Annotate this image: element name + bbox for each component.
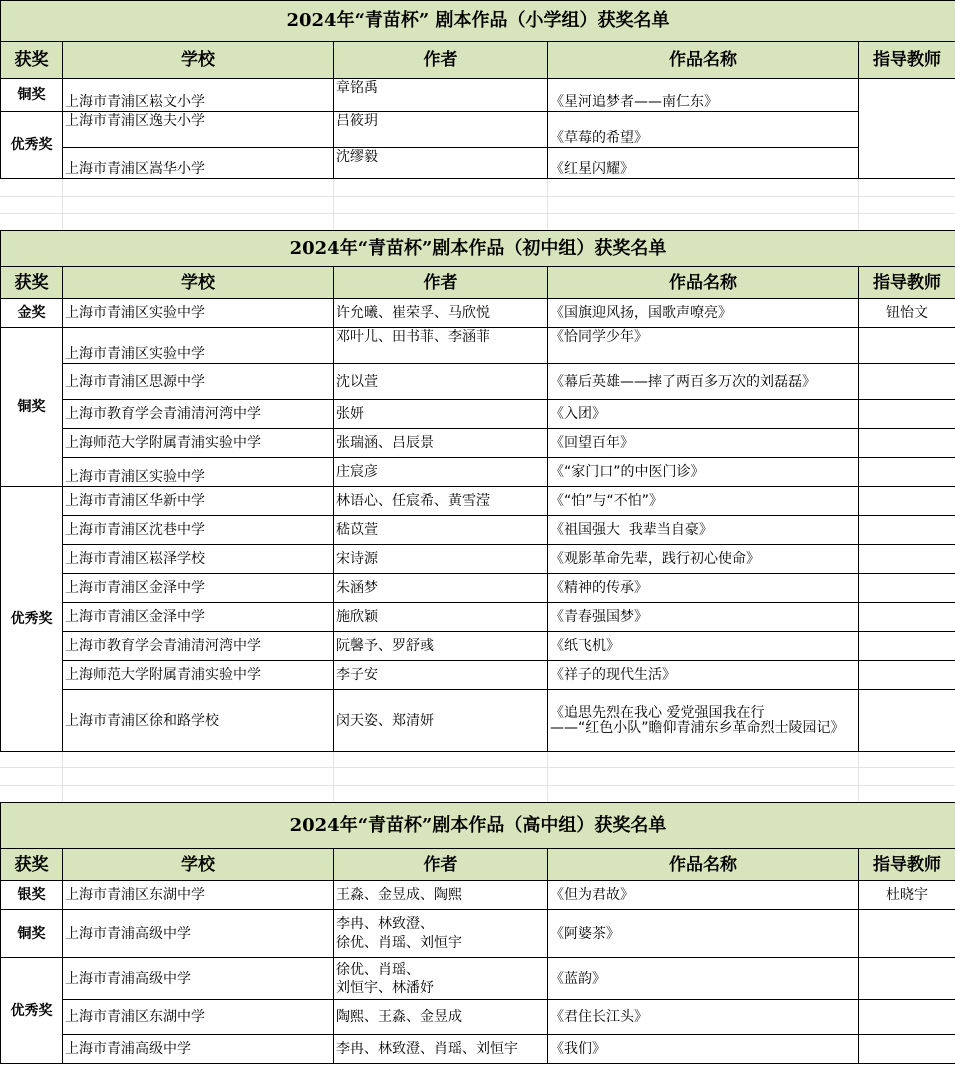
school-cell: 上海市青浦区实验中学 — [63, 458, 334, 487]
header-award: 获奖 — [1, 42, 63, 79]
table-row — [1, 881, 955, 910]
author-cell: 李子安 — [334, 661, 548, 690]
teacher-cell — [859, 487, 955, 516]
table-row — [1, 516, 955, 545]
teacher-cell: 杜晓宇 — [859, 881, 955, 910]
header-school: 学校 — [63, 267, 334, 299]
teacher-cell — [859, 429, 955, 458]
author-cell: 朱涵梦 — [334, 574, 548, 603]
school-cell: 上海市青浦高级中学 — [63, 958, 334, 1000]
work-cell: 《蓝韵》 — [548, 958, 859, 1000]
school-cell: 上海师范大学附属青浦实验中学 — [63, 429, 334, 458]
teacher-cell — [859, 603, 955, 632]
author-cell: 宋诗源 — [334, 545, 548, 574]
table-row — [1, 603, 955, 632]
header-work: 作品名称 — [548, 267, 859, 299]
teacher-cell — [859, 632, 955, 661]
header-work: 作品名称 — [548, 849, 859, 881]
table-row — [1, 328, 955, 364]
header-author: 作者 — [334, 849, 548, 881]
work-cell: 《阿婆茶》 — [548, 910, 859, 958]
author-cell: 吕筱玥 — [334, 112, 548, 148]
author-cell: 徐优、肖瑶、 刘恒宇、林潘妤 — [334, 958, 548, 1000]
teacher-cell — [859, 958, 955, 1000]
award-cell: 优秀奖 — [1, 958, 63, 1064]
author-cell: 张瑞涵、吕辰景 — [334, 429, 548, 458]
primary-table-title: 2024年“青苗杯” 剧本作品（小学组）获奖名单 — [1, 1, 955, 42]
author-cell: 张妍 — [334, 400, 548, 429]
table-row — [1, 574, 955, 603]
teacher-cell — [859, 910, 955, 958]
header-school: 学校 — [63, 849, 334, 881]
school-cell: 上海市青浦高级中学 — [63, 1035, 334, 1064]
school-cell: 上海市青浦区崧泽学校 — [63, 545, 334, 574]
award-cell: 优秀奖 — [1, 487, 63, 752]
author-cell: 阮馨予、罗舒彧 — [334, 632, 548, 661]
table-row — [1, 1000, 955, 1035]
table-row — [1, 910, 955, 958]
school-cell: 上海师范大学附属青浦实验中学 — [63, 661, 334, 690]
school-cell: 上海市青浦区思源中学 — [63, 364, 334, 400]
teacher-cell — [859, 545, 955, 574]
school-cell: 上海市青浦区金泽中学 — [63, 603, 334, 632]
teacher-cell — [859, 400, 955, 429]
table-row — [1, 79, 955, 112]
junior-table-title: 2024年“青苗杯”剧本作品（初中组）获奖名单 — [1, 231, 955, 267]
author-cell: 嵇苡萱 — [334, 516, 548, 545]
author-cell: 沈以萱 — [334, 364, 548, 400]
work-cell: 《青春强国梦》 — [548, 603, 859, 632]
header-work: 作品名称 — [548, 42, 859, 79]
work-cell: 《恰同学少年》 — [548, 328, 859, 364]
author-cell: 章铭禹 — [334, 79, 548, 112]
work-cell: 《祥子的现代生活》 — [548, 661, 859, 690]
teacher-cell — [859, 79, 955, 179]
author-cell: 王淼、金昱成、陶熙 — [334, 881, 548, 910]
table-row — [1, 958, 955, 1000]
table-row — [1, 112, 955, 148]
header-teacher: 指导教师 — [859, 42, 955, 79]
senior-award-table — [0, 802, 955, 1064]
school-cell: 上海市青浦高级中学 — [63, 910, 334, 958]
school-cell: 上海市青浦区华新中学 — [63, 487, 334, 516]
school-cell: 上海市青浦区沈巷中学 — [63, 516, 334, 545]
table-row — [1, 429, 955, 458]
teacher-cell — [859, 690, 955, 752]
award-cell: 优秀奖 — [1, 112, 63, 179]
award-cell: 银奖 — [1, 881, 63, 910]
work-cell: 《君住长江头》 — [548, 1000, 859, 1035]
header-author: 作者 — [334, 42, 548, 79]
work-cell: 《入团》 — [548, 400, 859, 429]
work-cell: 《祖国强大 我辈当自豪》 — [548, 516, 859, 545]
work-cell: 《国旗迎风扬，国歌声嘹亮》 — [548, 299, 859, 328]
work-cell: 《“家门口”的中医门诊》 — [548, 458, 859, 487]
table-row — [1, 299, 955, 328]
teacher-cell: 钮怡文 — [859, 299, 955, 328]
author-cell: 李冉、林致澄、 徐优、肖瑶、刘恒宇 — [334, 910, 548, 958]
table-row — [1, 487, 955, 516]
primary-award-table — [0, 0, 955, 179]
teacher-cell — [859, 364, 955, 400]
work-cell: 《我们》 — [548, 1035, 859, 1064]
author-cell: 林语心、任宸希、黄雪滢 — [334, 487, 548, 516]
work-cell: 《但为君故》 — [548, 881, 859, 910]
work-cell: 《幕后英雄——摔了两百多万次的刘磊磊》 — [548, 364, 859, 400]
school-cell: 上海市青浦区东湖中学 — [63, 881, 334, 910]
school-cell: 上海市青浦区嵩华小学 — [63, 148, 334, 179]
school-cell: 上海市青浦区徐和路学校 — [63, 690, 334, 752]
work-cell: 《回望百年》 — [548, 429, 859, 458]
author-cell: 闵天姿、郑清妍 — [334, 690, 548, 752]
work-cell: 《追思先烈在我心 爱党强国我在行 ——“红色小队”瞻仰青浦东乡革命烈士陵园记》 — [548, 690, 859, 752]
work-cell: 《“怕”与“不怕”》 — [548, 487, 859, 516]
table-row — [1, 364, 955, 400]
award-cell: 金奖 — [1, 299, 63, 328]
teacher-cell — [859, 516, 955, 545]
school-cell: 上海市青浦区金泽中学 — [63, 574, 334, 603]
teacher-cell — [859, 661, 955, 690]
table-row — [1, 690, 955, 752]
work-cell: 《观影革命先辈，践行初心使命》 — [548, 545, 859, 574]
author-cell: 庄宸彦 — [334, 458, 548, 487]
work-cell: 《红星闪耀》 — [548, 148, 859, 179]
work-cell: 《草莓的希望》 — [548, 112, 859, 148]
header-author: 作者 — [334, 267, 548, 299]
award-cell: 铜奖 — [1, 910, 63, 958]
author-cell: 沈缪毅 — [334, 148, 548, 179]
school-cell: 上海市青浦区实验中学 — [63, 328, 334, 364]
school-cell: 上海市青浦区崧文小学 — [63, 79, 334, 112]
header-award: 获奖 — [1, 267, 63, 299]
teacher-cell — [859, 574, 955, 603]
teacher-cell — [859, 1035, 955, 1064]
award-cell: 铜奖 — [1, 328, 63, 487]
work-cell: 《星河追梦者——南仁东》 — [548, 79, 859, 112]
table-row — [1, 632, 955, 661]
header-teacher: 指导教师 — [859, 267, 955, 299]
table-row — [1, 545, 955, 574]
school-cell: 上海市教育学会青浦清河湾中学 — [63, 632, 334, 661]
school-cell: 上海市青浦区实验中学 — [63, 299, 334, 328]
header-school: 学校 — [63, 42, 334, 79]
author-cell: 施欣颖 — [334, 603, 548, 632]
author-cell: 许允曦、崔荣孚、马欣悦 — [334, 299, 548, 328]
school-cell: 上海市青浦区东湖中学 — [63, 1000, 334, 1035]
header-teacher: 指导教师 — [859, 849, 955, 881]
teacher-cell — [859, 1000, 955, 1035]
junior-award-table — [0, 230, 955, 752]
author-cell: 邓叶儿、田书菲、李涵菲 — [334, 328, 548, 364]
teacher-cell — [859, 328, 955, 364]
work-cell: 《纸飞机》 — [548, 632, 859, 661]
table-row — [1, 1035, 955, 1064]
teacher-cell — [859, 458, 955, 487]
work-cell: 《精神的传承》 — [548, 574, 859, 603]
author-cell: 陶熙、王淼、金昱成 — [334, 1000, 548, 1035]
award-cell: 铜奖 — [1, 79, 63, 112]
table-row — [1, 400, 955, 429]
table-row — [1, 458, 955, 487]
author-cell: 李冉、林致澄、肖瑶、刘恒宇 — [334, 1035, 548, 1064]
table-row — [1, 148, 955, 179]
school-cell: 上海市青浦区逸夫小学 — [63, 112, 334, 148]
header-award: 获奖 — [1, 849, 63, 881]
school-cell: 上海市教育学会青浦清河湾中学 — [63, 400, 334, 429]
senior-table-title: 2024年“青苗杯”剧本作品（高中组）获奖名单 — [1, 803, 955, 849]
table-row — [1, 661, 955, 690]
